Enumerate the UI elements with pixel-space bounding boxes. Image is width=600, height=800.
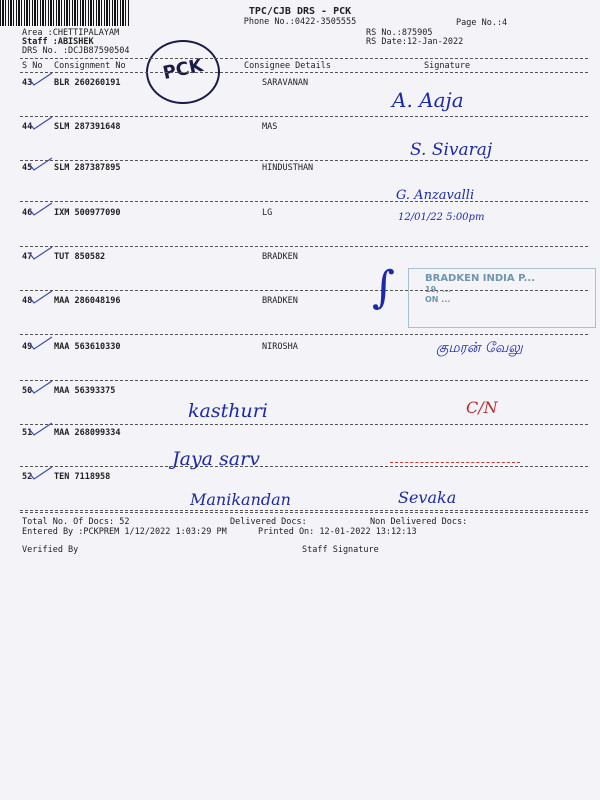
staff-label: Staff :ABISHEK bbox=[22, 37, 94, 47]
signature-46: 12/01/22 5:00pm bbox=[398, 212, 485, 223]
row-sno: 51 bbox=[22, 428, 33, 438]
row-consignee: SARAVANAN bbox=[262, 78, 309, 88]
row-divider bbox=[20, 510, 588, 511]
row-sno: 48 bbox=[22, 296, 33, 306]
cn-mark-50: C/N bbox=[466, 398, 498, 417]
signature-45: G. Anzavalli bbox=[396, 188, 475, 203]
row-consignment-no: SLM 287391648 bbox=[54, 122, 121, 132]
row-consignment-no: BLR 260260191 bbox=[54, 78, 121, 88]
company-stamp-line2: 19, ... bbox=[425, 285, 452, 294]
row-consignment-no: MAA 268099334 bbox=[54, 428, 121, 438]
row-consignment-no: TUT 850582 bbox=[54, 252, 106, 262]
row-consignee: HINDUSTHAN bbox=[262, 163, 314, 173]
tick-mark-icon bbox=[28, 380, 54, 394]
row-sno: 46 bbox=[22, 208, 33, 218]
col-consignment: Consignment No bbox=[54, 61, 126, 71]
tick-mark-icon bbox=[28, 157, 54, 171]
handwritten-name-51: Jaya sarv bbox=[172, 448, 260, 470]
signature-52: Sevaka bbox=[398, 488, 457, 507]
tick-mark-icon bbox=[28, 202, 54, 216]
row-sno: 47 bbox=[22, 252, 33, 262]
handwritten-name-50: kasthuri bbox=[188, 400, 268, 422]
row-consignee: NIROSHA bbox=[262, 342, 298, 352]
row-consignee: BRADKEN bbox=[262, 296, 298, 306]
tick-mark-icon bbox=[28, 72, 54, 86]
document-title: TPC/CJB DRS - PCK bbox=[248, 6, 352, 17]
row-divider bbox=[20, 201, 588, 202]
signature-47: ∫ bbox=[372, 262, 395, 313]
header-divider-bottom bbox=[20, 72, 588, 73]
handwritten-name-52: Manikandan bbox=[190, 490, 291, 509]
row-consignment-no: SLM 287387895 bbox=[54, 163, 121, 173]
phone-number: Phone No.:0422-3505555 bbox=[243, 17, 357, 27]
footer-divider bbox=[20, 512, 588, 513]
signature-44: S. Sivaraj bbox=[410, 140, 493, 160]
row-divider bbox=[20, 116, 588, 117]
drs-number: DRS No. :DCJB87590504 bbox=[22, 46, 130, 56]
row-consignee: BRADKEN bbox=[262, 252, 298, 262]
tick-mark-icon bbox=[28, 246, 54, 260]
signature-49: குமரன் வேலு bbox=[436, 340, 523, 356]
row-divider bbox=[20, 160, 588, 161]
row-consignee: MAS bbox=[262, 122, 278, 132]
row-divider bbox=[20, 334, 588, 335]
row-divider bbox=[20, 380, 588, 381]
signature-51-strike bbox=[390, 462, 520, 463]
row-divider bbox=[20, 246, 588, 247]
row-sno: 44 bbox=[22, 122, 33, 132]
row-sno: 50 bbox=[22, 386, 33, 396]
row-consignment-no: IXM 500977090 bbox=[54, 208, 121, 218]
row-divider bbox=[20, 424, 588, 425]
tick-mark-icon bbox=[28, 116, 54, 130]
verified-by: Verified By bbox=[22, 545, 79, 555]
company-stamp bbox=[408, 268, 596, 328]
tick-mark-icon bbox=[28, 466, 54, 480]
tick-mark-icon bbox=[28, 336, 54, 350]
row-consignee: LG bbox=[262, 208, 273, 218]
row-sno: 45 bbox=[22, 163, 33, 173]
row-divider bbox=[20, 466, 588, 467]
row-consignment-no: MAA 563610330 bbox=[54, 342, 121, 352]
row-sno: 52 bbox=[22, 472, 33, 482]
row-consignment-no: MAA 286048196 bbox=[54, 296, 121, 306]
area-label: Area :CHETTIPALAYAM bbox=[22, 28, 120, 38]
non-delivered-docs: Non Delivered Docs: bbox=[370, 517, 468, 527]
tick-mark-icon bbox=[28, 422, 54, 436]
row-consignment-no: TEN 7118958 bbox=[54, 472, 111, 482]
rs-date: RS Date:12-Jan-2022 bbox=[366, 37, 464, 47]
page-number: Page No.:4 bbox=[456, 18, 508, 28]
company-stamp-line1: BRADKEN INDIA P... bbox=[425, 273, 536, 284]
company-stamp-line3: ON ... bbox=[425, 295, 451, 304]
delivered-docs: Delivered Docs: bbox=[230, 517, 307, 527]
row-sno: 49 bbox=[22, 342, 33, 352]
pck-stamp-text: PCK bbox=[161, 55, 205, 84]
header-divider-top bbox=[20, 58, 588, 59]
col-signature: Signature bbox=[424, 61, 471, 71]
rs-number: RS No.:875905 bbox=[366, 28, 433, 38]
staff-signature: Staff Signature bbox=[302, 545, 379, 555]
total-docs: Total No. Of Docs: 52 bbox=[22, 517, 130, 527]
printed-on: Printed On: 12-01-2022 13:12:13 bbox=[258, 527, 417, 537]
tick-mark-icon bbox=[28, 290, 54, 304]
entered-by: Entered By :PCKPREM 1/12/2022 1:03:29 PM bbox=[22, 527, 227, 537]
row-consignment-no: MAA 56393375 bbox=[54, 386, 116, 396]
col-consignee: Consignee Details bbox=[244, 61, 331, 71]
signature-43: A. Aaja bbox=[392, 88, 464, 112]
row-sno: 43 bbox=[22, 78, 33, 88]
col-sno: S No bbox=[22, 61, 43, 71]
